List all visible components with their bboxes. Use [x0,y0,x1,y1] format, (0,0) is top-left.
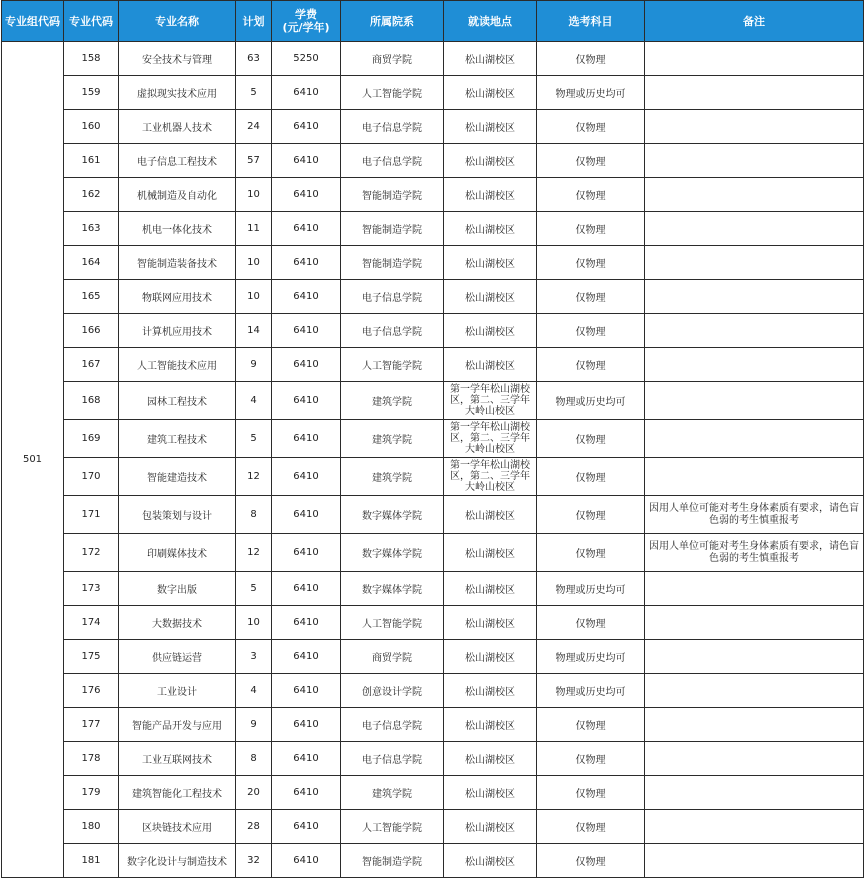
table-row [2,246,864,280]
department-cell: 商贸学院 [341,640,444,674]
tuition-cell: 6410 [272,110,341,144]
remark-cell [645,178,864,212]
major-code-cell: 159 [64,76,119,110]
major-code-cell: 161 [64,144,119,178]
major-name-cell: 机械制造及自动化 [119,178,236,212]
campus-cell: 松山湖校区 [444,144,537,178]
campus-cell: 第一学年松山湖校区，第二、三学年大岭山校区 [444,458,537,496]
header-remarks: 备注 [645,1,864,42]
department-cell: 建筑学院 [341,382,444,420]
campus-cell: 松山湖校区 [444,212,537,246]
header-department: 所属院系 [341,1,444,42]
header-campus: 就读地点 [444,1,537,42]
subject-cell: 物理或历史均可 [537,640,645,674]
subject-cell: 仅物理 [537,606,645,640]
remark-cell [645,110,864,144]
subject-cell: 仅物理 [537,810,645,844]
table-row [2,708,864,742]
campus-cell: 松山湖校区 [444,572,537,606]
department-cell: 智能制造学院 [341,844,444,878]
tuition-cell: 6410 [272,640,341,674]
major-name-cell: 机电一体化技术 [119,212,236,246]
major-name-cell: 印刷媒体技术 [119,534,236,572]
table-row [2,742,864,776]
department-cell: 建筑学院 [341,420,444,458]
plan-cell: 24 [236,110,272,144]
department-cell: 人工智能学院 [341,606,444,640]
table-row [2,776,864,810]
header-row [2,1,864,42]
remark-cell [645,144,864,178]
subject-cell: 仅物理 [537,110,645,144]
remark-cell [645,640,864,674]
subject-cell: 物理或历史均可 [537,76,645,110]
major-name-cell: 包装策划与设计 [119,496,236,534]
remark-cell: 因用人单位可能对考生身体素质有要求，请色盲色弱的考生慎重报考 [645,534,864,572]
tuition-cell: 6410 [272,314,341,348]
table-row [2,76,864,110]
table-row [2,348,864,382]
plan-cell: 9 [236,348,272,382]
major-name-cell: 计算机应用技术 [119,314,236,348]
tuition-cell: 6410 [272,246,341,280]
table-row [2,640,864,674]
plan-cell: 10 [236,246,272,280]
table-row [2,674,864,708]
plan-cell: 5 [236,572,272,606]
remark-cell [645,348,864,382]
tuition-cell: 6410 [272,348,341,382]
plan-cell: 9 [236,708,272,742]
admissions-table [1,0,864,878]
remark-cell [645,708,864,742]
remark-cell [645,280,864,314]
campus-cell: 松山湖校区 [444,844,537,878]
header-major-code: 专业代码 [64,1,119,42]
major-code-cell: 163 [64,212,119,246]
plan-cell: 20 [236,776,272,810]
table-row [2,534,864,572]
tuition-cell: 6410 [272,76,341,110]
remark-cell [645,76,864,110]
subject-cell: 仅物理 [537,496,645,534]
major-code-cell: 167 [64,348,119,382]
tuition-cell: 6410 [272,708,341,742]
campus-cell: 松山湖校区 [444,76,537,110]
table-row [2,572,864,606]
department-cell: 智能制造学院 [341,246,444,280]
subject-cell: 仅物理 [537,178,645,212]
campus-cell: 第一学年松山湖校区，第二、三学年大岭山校区 [444,420,537,458]
campus-cell: 松山湖校区 [444,674,537,708]
tuition-cell: 6410 [272,178,341,212]
campus-cell: 松山湖校区 [444,742,537,776]
major-name-cell: 园林工程技术 [119,382,236,420]
major-name-cell: 安全技术与管理 [119,42,236,76]
subject-cell: 仅物理 [537,844,645,878]
plan-cell: 63 [236,42,272,76]
table-row [2,110,864,144]
plan-cell: 8 [236,496,272,534]
major-name-cell: 智能制造装备技术 [119,246,236,280]
department-cell: 智能制造学院 [341,178,444,212]
major-name-cell: 建筑工程技术 [119,420,236,458]
major-name-cell: 建筑智能化工程技术 [119,776,236,810]
subject-cell: 仅物理 [537,280,645,314]
tuition-cell: 5250 [272,42,341,76]
major-name-cell: 工业机器人技术 [119,110,236,144]
department-cell: 建筑学院 [341,458,444,496]
tuition-cell: 6410 [272,212,341,246]
table-row [2,420,864,458]
department-cell: 电子信息学院 [341,314,444,348]
campus-cell: 松山湖校区 [444,314,537,348]
table-row [2,212,864,246]
remark-cell [645,674,864,708]
remark-cell [645,382,864,420]
tuition-cell: 6410 [272,144,341,178]
department-cell: 人工智能学院 [341,76,444,110]
department-cell: 电子信息学院 [341,742,444,776]
group-code-cell: 501 [2,42,64,878]
table-row [2,178,864,212]
major-code-cell: 160 [64,110,119,144]
plan-cell: 5 [236,76,272,110]
campus-cell: 松山湖校区 [444,606,537,640]
tuition-cell: 6410 [272,742,341,776]
tuition-cell: 6410 [272,776,341,810]
major-name-cell: 区块链技术应用 [119,810,236,844]
plan-cell: 5 [236,420,272,458]
tuition-cell: 6410 [272,496,341,534]
subject-cell: 物理或历史均可 [537,572,645,606]
major-code-cell: 158 [64,42,119,76]
major-name-cell: 物联网应用技术 [119,280,236,314]
tuition-cell: 6410 [272,458,341,496]
subject-cell: 仅物理 [537,534,645,572]
major-name-cell: 虚拟现实技术应用 [119,76,236,110]
plan-cell: 11 [236,212,272,246]
plan-cell: 12 [236,458,272,496]
table-row [2,606,864,640]
tuition-cell: 6410 [272,382,341,420]
subject-cell: 仅物理 [537,708,645,742]
plan-cell: 32 [236,844,272,878]
campus-cell: 松山湖校区 [444,280,537,314]
remark-cell [645,42,864,76]
major-name-cell: 工业互联网技术 [119,742,236,776]
campus-cell: 松山湖校区 [444,708,537,742]
major-code-cell: 172 [64,534,119,572]
campus-cell: 松山湖校区 [444,810,537,844]
tuition-cell: 6410 [272,534,341,572]
major-code-cell: 171 [64,496,119,534]
campus-cell: 松山湖校区 [444,776,537,810]
remark-cell [645,212,864,246]
major-name-cell: 数字化设计与制造技术 [119,844,236,878]
major-name-cell: 工业设计 [119,674,236,708]
plan-cell: 10 [236,178,272,212]
campus-cell: 松山湖校区 [444,496,537,534]
major-name-cell: 大数据技术 [119,606,236,640]
header-subjects: 选考科目 [537,1,645,42]
major-name-cell: 智能建造技术 [119,458,236,496]
major-code-cell: 165 [64,280,119,314]
plan-cell: 28 [236,810,272,844]
subject-cell: 仅物理 [537,742,645,776]
remark-cell [645,844,864,878]
tuition-cell: 6410 [272,674,341,708]
major-code-cell: 169 [64,420,119,458]
major-name-cell: 人工智能技术应用 [119,348,236,382]
department-cell: 电子信息学院 [341,110,444,144]
department-cell: 人工智能学院 [341,348,444,382]
major-code-cell: 181 [64,844,119,878]
department-cell: 电子信息学院 [341,280,444,314]
table-row [2,844,864,878]
plan-cell: 4 [236,674,272,708]
plan-cell: 57 [236,144,272,178]
subject-cell: 仅物理 [537,776,645,810]
campus-cell: 松山湖校区 [444,246,537,280]
subject-cell: 仅物理 [537,420,645,458]
department-cell: 电子信息学院 [341,144,444,178]
header-plan: 计划 [236,1,272,42]
major-code-cell: 164 [64,246,119,280]
header-major-name: 专业名称 [119,1,236,42]
department-cell: 数字媒体学院 [341,496,444,534]
major-code-cell: 176 [64,674,119,708]
remark-cell [645,246,864,280]
campus-cell: 松山湖校区 [444,534,537,572]
table-row [2,280,864,314]
tuition-cell: 6410 [272,810,341,844]
tuition-cell: 6410 [272,844,341,878]
remark-cell [645,420,864,458]
major-name-cell: 数字出版 [119,572,236,606]
tuition-cell: 6410 [272,420,341,458]
major-code-cell: 166 [64,314,119,348]
remark-cell: 因用人单位可能对考生身体素质有要求，请色盲色弱的考生慎重报考 [645,496,864,534]
table-row [2,144,864,178]
campus-cell: 松山湖校区 [444,178,537,212]
table-row [2,458,864,496]
subject-cell: 仅物理 [537,314,645,348]
remark-cell [645,458,864,496]
table-row [2,810,864,844]
table-body [2,42,864,878]
department-cell: 商贸学院 [341,42,444,76]
campus-cell: 松山湖校区 [444,110,537,144]
department-cell: 数字媒体学院 [341,572,444,606]
tuition-cell: 6410 [272,606,341,640]
subject-cell: 仅物理 [537,42,645,76]
table-row [2,382,864,420]
tuition-cell: 6410 [272,572,341,606]
department-cell: 智能制造学院 [341,212,444,246]
department-cell: 数字媒体学院 [341,534,444,572]
subject-cell: 仅物理 [537,246,645,280]
major-name-cell: 智能产品开发与应用 [119,708,236,742]
major-name-cell: 供应链运营 [119,640,236,674]
plan-cell: 8 [236,742,272,776]
major-code-cell: 177 [64,708,119,742]
plan-cell: 10 [236,280,272,314]
remark-cell [645,606,864,640]
plan-cell: 14 [236,314,272,348]
remark-cell [645,776,864,810]
department-cell: 人工智能学院 [341,810,444,844]
subject-cell: 仅物理 [537,458,645,496]
plan-cell: 4 [236,382,272,420]
subject-cell: 物理或历史均可 [537,382,645,420]
remark-cell [645,314,864,348]
campus-cell: 第一学年松山湖校区，第二、三学年大岭山校区 [444,382,537,420]
department-cell: 建筑学院 [341,776,444,810]
tuition-cell: 6410 [272,280,341,314]
header-group-code: 专业组代码 [2,1,64,42]
major-code-cell: 180 [64,810,119,844]
major-code-cell: 174 [64,606,119,640]
major-code-cell: 170 [64,458,119,496]
campus-cell: 松山湖校区 [444,42,537,76]
table-row [2,42,864,76]
subject-cell: 仅物理 [537,348,645,382]
remark-cell [645,810,864,844]
header-tuition-line1: 学费 [295,8,317,21]
major-code-cell: 178 [64,742,119,776]
header-tuition-line2: (元/学年) [282,21,330,34]
major-name-cell: 电子信息工程技术 [119,144,236,178]
major-code-cell: 175 [64,640,119,674]
plan-cell: 3 [236,640,272,674]
header-tuition [272,1,341,42]
subject-cell: 仅物理 [537,144,645,178]
remark-cell [645,572,864,606]
plan-cell: 12 [236,534,272,572]
subject-cell: 仅物理 [537,212,645,246]
department-cell: 创意设计学院 [341,674,444,708]
major-code-cell: 173 [64,572,119,606]
table-row [2,496,864,534]
major-code-cell: 179 [64,776,119,810]
department-cell: 电子信息学院 [341,708,444,742]
plan-cell: 10 [236,606,272,640]
remark-cell [645,742,864,776]
campus-cell: 松山湖校区 [444,640,537,674]
major-code-cell: 162 [64,178,119,212]
subject-cell: 物理或历史均可 [537,674,645,708]
major-code-cell: 168 [64,382,119,420]
campus-cell: 松山湖校区 [444,348,537,382]
table-row [2,314,864,348]
